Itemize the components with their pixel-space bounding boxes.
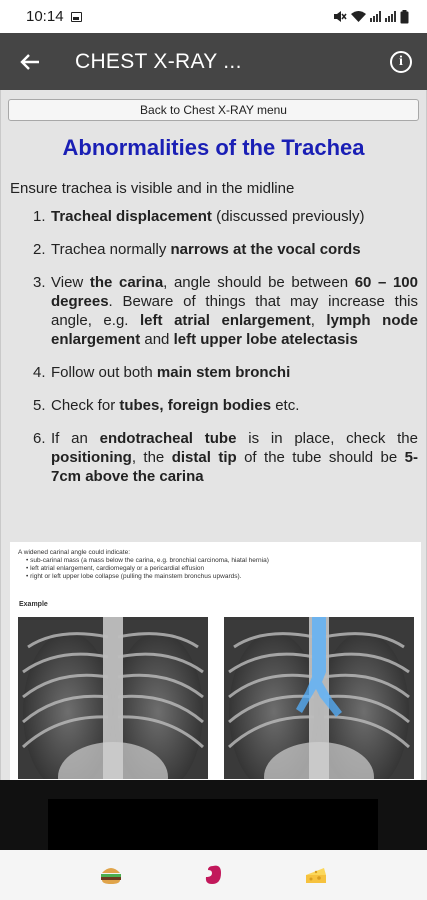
page-title: Abnormalities of the Trachea (62, 135, 365, 160)
list-item-number: 3. (33, 274, 46, 291)
list-item-text: , the (131, 449, 172, 466)
list-item-text: . Beware of things that may increase this angle, e.g. (51, 293, 418, 329)
mute-icon (333, 10, 347, 23)
list-item-text: Follow out both (51, 364, 157, 381)
list-item-text: main stem bronchi (156, 364, 291, 381)
list-item-text: 60 – 100 degrees (51, 274, 418, 310)
list-item-text: etc. (271, 397, 300, 414)
list-item-text: (discussed previously) (211, 208, 365, 225)
wifi-icon (351, 11, 366, 23)
list-item-text: Check for (51, 397, 120, 414)
content-area[interactable] (0, 90, 427, 780)
chest-xray-annotated-image (224, 617, 414, 779)
status-bar (0, 0, 427, 33)
chest-xray-image (18, 617, 208, 779)
list-item (33, 429, 419, 486)
list-item-text: endotracheal tube (99, 430, 237, 447)
list-item-text: Tracheal displacement (51, 208, 212, 225)
figure-bullet: • right or left upper lobe collapse (pulling the mainstem bronchus upwards). (26, 573, 242, 580)
list-item-text: If an (51, 430, 100, 447)
numbered-list (33, 207, 419, 486)
cheese-icon[interactable] (301, 860, 331, 890)
list-item-text: of the tube should be (236, 449, 405, 466)
list-item-text: and (140, 331, 174, 348)
figure-caption (18, 549, 269, 581)
list-item-text: lymph node enlargement (51, 312, 418, 348)
figure-heading: A widened carinal angle could indicate: (18, 549, 131, 556)
ad-banner[interactable] (48, 799, 378, 850)
list-item-number: 5. (33, 397, 46, 414)
signal-icon (370, 11, 381, 22)
list-item (33, 240, 418, 259)
app-title: CHEST X-RAY ... (75, 49, 242, 73)
burger-icon[interactable] (96, 860, 126, 890)
bottom-nav (0, 850, 427, 900)
ad-banner-area (0, 780, 427, 850)
list-item-number: 2. (33, 241, 46, 258)
list-item (33, 207, 418, 226)
back-arrow-icon[interactable] (0, 33, 60, 90)
list-item-text: left upper lobe atelectasis (173, 331, 358, 348)
info-icon[interactable]: i (390, 51, 412, 73)
app-bar (0, 33, 427, 90)
list-item-number: 6. (33, 430, 46, 447)
list-item-text: the carina (89, 274, 164, 291)
figure-bullet: • left atrial enlargement, cardiomegaly or a pericardial effusion (26, 565, 205, 572)
list-item-text: View (51, 274, 90, 291)
gallery-notification-icon (71, 12, 82, 22)
list-item (33, 363, 418, 382)
list-item-text: , angle should be between (163, 274, 355, 291)
list-item-text: is in place, check the (236, 430, 418, 447)
kidney-icon[interactable] (198, 860, 228, 890)
figure-bullet: • sub-carinal mass (a mass below the carina, e.g. bronchial carcinoma, hiatal hernia) (26, 557, 269, 564)
list-item-text: distal tip (171, 449, 237, 466)
list-item-text: Trachea normally (51, 241, 171, 258)
list-item (33, 273, 418, 349)
list-item-text: tubes, foreign bodies (119, 397, 272, 414)
list-item (33, 396, 418, 415)
intro-text: Ensure trachea is visible and in the midline (10, 180, 295, 197)
list-item-text: positioning (51, 449, 132, 466)
carinal-angle-figure (10, 542, 421, 780)
list-item-text: 5-7cm above the carina (51, 449, 419, 485)
signal-icon-2 (385, 11, 396, 22)
list-item-text: narrows at the vocal cords (170, 241, 361, 258)
list-item-text: , (310, 312, 327, 329)
list-item-text: left atrial enlargement (140, 312, 311, 329)
back-to-menu-button[interactable]: Back to Chest X-RAY menu (8, 99, 419, 121)
list-item-number: 4. (33, 364, 46, 381)
figure-example-label: Example (19, 601, 48, 608)
status-time: 10:14 (26, 8, 64, 25)
list-item-number: 1. (33, 208, 46, 225)
battery-icon (400, 10, 409, 24)
